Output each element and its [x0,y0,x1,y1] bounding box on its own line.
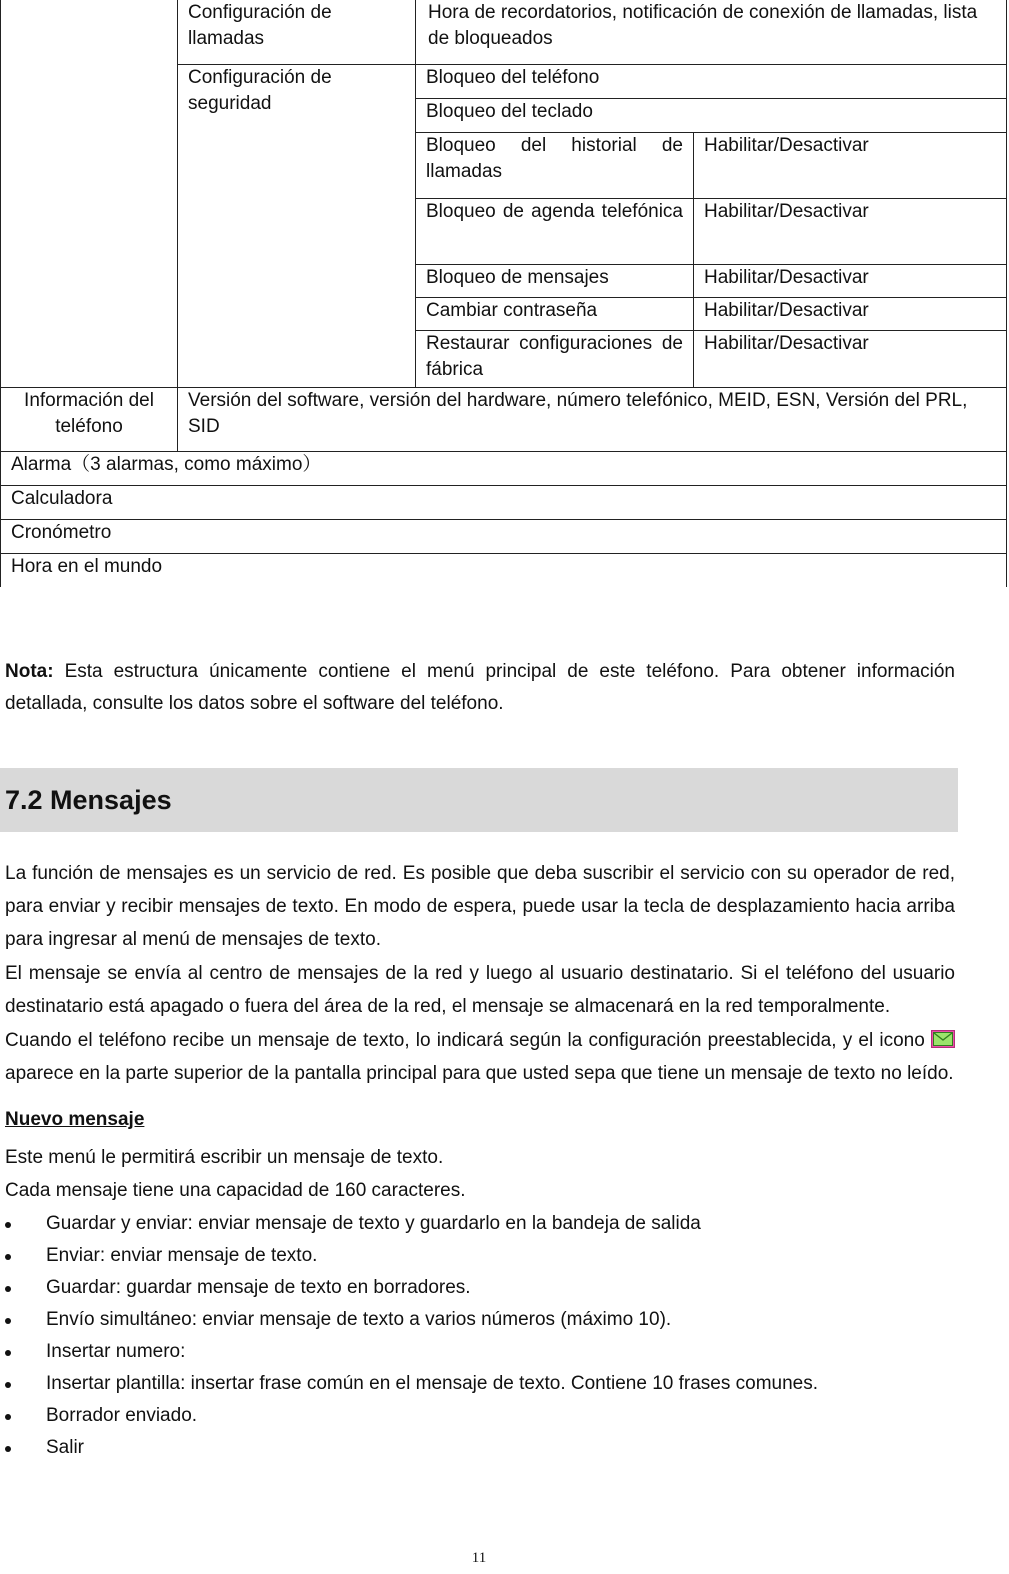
message-envelope-icon [931,1030,955,1048]
security-option-value: Habilitar/Desactivar [694,330,1007,387]
list-item [5,1304,955,1336]
new-message-options [5,1208,955,1464]
list-item [5,1272,955,1304]
list-item [5,1336,955,1368]
security-option-value: Habilitar/Desactivar [694,297,1007,330]
list-item-text: Guardar y enviar: enviar mensaje de texto y guardarlo en la bandeja de salida [46,1213,701,1234]
list-item-text: Envío simultáneo: enviar mensaje de texto a varios números (máximo 10). [46,1309,672,1330]
security-option-label: Bloqueo del historial de llamadas [416,132,694,198]
security-option-label: Cambiar contraseña [416,297,694,330]
bullet-icon [5,1286,11,1292]
paragraph: El mensaje se envía al centro de mensajes de la red y luego al usuario destinatario. Si el teléfono del usuario destinatario está apagado o fuera del área de la red, el mensaje se almacenará en la red temporalmente. [5,963,955,1017]
note-paragraph [5,656,955,720]
paragraph-text: aparece en la parte superior de la pantalla principal para que usted sepa que tiene un mensaje de texto no leído. [5,1063,954,1084]
alarm-row: Alarma（3 alarmas, como máximo） [1,451,1007,485]
list-item-text: Insertar plantilla: insertar frase común en el mensaje de texto. Contiene 10 frases comunes. [46,1373,819,1394]
new-message-line: Cada mensaje tiene una capacidad de 160 caracteres. [5,1180,466,1201]
list-item-text: Enviar: enviar mensaje de texto. [46,1245,318,1266]
section-body [5,857,955,1464]
security-option-value: Habilitar/Desactivar [694,198,1007,264]
list-item-text: Guardar: guardar mensaje de texto en borradores. [46,1277,471,1298]
paragraph [5,1024,955,1090]
note-text: Esta estructura únicamente contiene el menú principal de este teléfono. Para obtener información detallada, consulte los datos sobre el software del teléfono. [5,661,955,714]
security-option-label: Restaurar configuraciones de fábrica [416,330,694,387]
section-heading: 7.2 Mensajes [0,768,958,832]
call-settings-value: Hora de recordatorios, notificación de conexión de llamadas, lista de bloqueados [416,0,1007,64]
new-message-heading: Nuevo mensaje [5,1109,145,1130]
list-item-text: Insertar numero: [46,1341,186,1362]
list-item [5,1432,955,1464]
table-cell-empty [1,0,178,387]
phone-info-value: Versión del software, versión del hardware, número telefónico, MEID, ESN, Versión del PRL, SID [178,387,1007,451]
note-label: Nota: [5,661,54,682]
calculator-row: Calculadora [1,485,1007,519]
security-option-label: Bloqueo de agenda telefónica [416,198,694,264]
bullet-icon [5,1222,11,1228]
phone-info-label: Información del teléfono [1,387,178,451]
list-item [5,1208,955,1240]
bullet-icon [5,1254,11,1260]
keypad-lock-label: Bloqueo del teclado [416,98,1007,132]
bullet-icon [5,1382,11,1388]
bullet-icon [5,1318,11,1324]
stopwatch-row: Cronómetro [1,519,1007,553]
paragraph: La función de mensajes es un servicio de red. Es posible que deba suscribir el servicio con su operador de red, para enviar y recibir mensajes de texto. En modo de espera, puede usar la tecla de desplazamiento hacia arriba para ingresar al menú de mensajes de texto. [5,863,955,950]
bullet-icon [5,1350,11,1356]
list-item [5,1400,955,1432]
phone-lock-label: Bloqueo del teléfono [416,64,1007,98]
bullet-icon [5,1446,11,1452]
security-option-value: Habilitar/Desactivar [694,264,1007,297]
page-number: 11 [471,1550,487,1566]
menu-structure-table [0,0,1007,587]
list-item-text: Salir [46,1437,85,1458]
security-option-label: Bloqueo de mensajes [416,264,694,297]
new-message-line: Este menú le permitirá escribir un mensaje de texto. [5,1147,444,1168]
list-item-text: Borrador enviado. [46,1405,198,1426]
list-item [5,1368,955,1400]
bullet-icon [5,1414,11,1420]
world-time-row: Hora en el mundo [1,553,1007,587]
list-item [5,1240,955,1272]
security-option-value: Habilitar/Desactivar [694,132,1007,198]
security-settings-label: Configuración de seguridad [178,64,416,387]
paragraph-text: Cuando el teléfono recibe un mensaje de texto, lo indicará según la configuración preestablecida, y el icono [5,1030,925,1051]
call-settings-label: Configuración de llamadas [178,0,416,64]
